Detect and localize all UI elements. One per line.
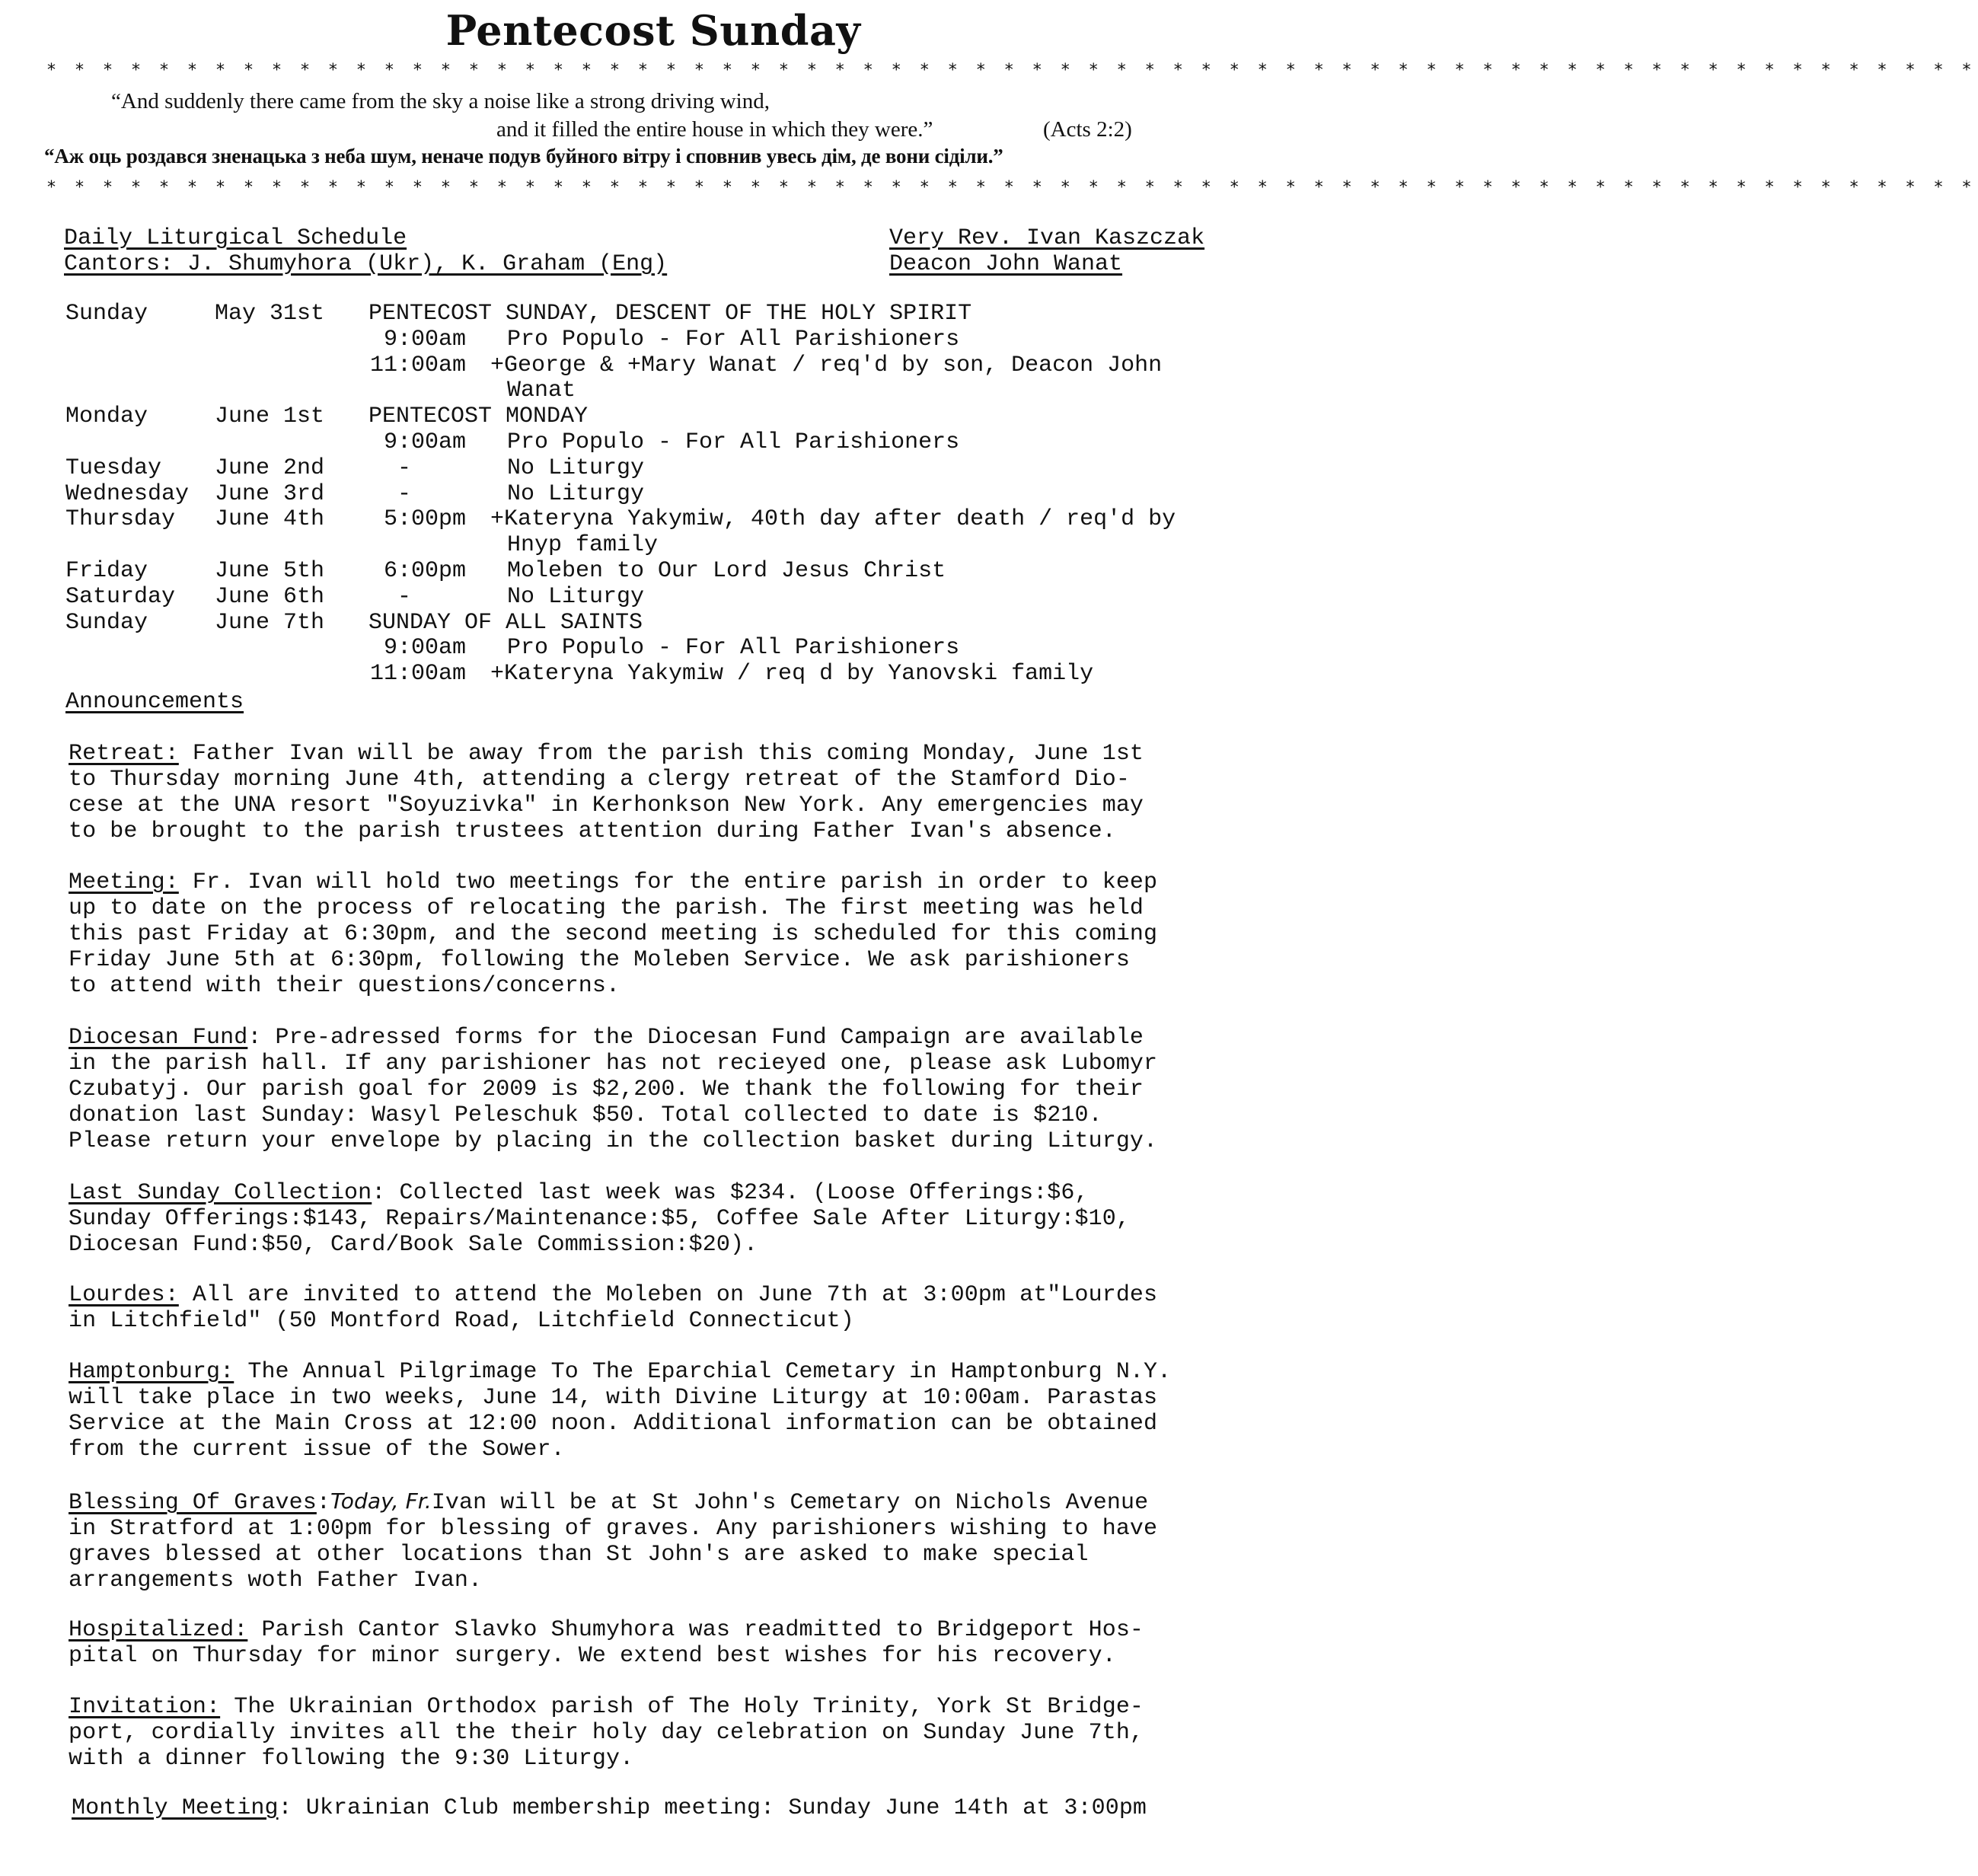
announcement-meeting	[69, 869, 1279, 999]
announcement-text: Fr. Ivan will hold two meetings for the entire parish in order to keep up to date on the process of relocating the parish. The first meeting was held this past Friday at 6:30pm, and the second meeting is scheduled for this coming Friday June 5th at 6:30pm, following the Moleben Service. We ask parishioners to attend with their questions/concerns.	[69, 869, 1158, 999]
schedule-row	[65, 533, 1284, 559]
schedule-date: May 31st	[215, 301, 325, 327]
announcement-diocesan-fund	[69, 1025, 1279, 1154]
schedule-row	[65, 611, 1284, 636]
schedule-date: June 2nd	[215, 455, 325, 481]
schedule-row	[65, 482, 1284, 508]
schedule-description: No Liturgy	[507, 480, 645, 507]
schedule-day: Saturday	[65, 583, 176, 610]
schedule-description: +Kateryna Yakymiw / req d by Yanovski family	[490, 661, 1094, 688]
schedule-description: Pro Populo - For All Parishioners	[507, 429, 960, 455]
schedule-time: 11:00am	[370, 661, 467, 688]
announcement-text: The Annual Pilgrimage To The Eparchial Cemetary in Hamptonburg N.Y. will take place in two weeks, June 14, with Divine Liturgy at 10:00am. Parastas Service at the Main Cross at 12:00 noon. Additional information can be obtained from the current issue of the Sower.	[69, 1359, 1172, 1463]
announcement-label: Last Sunday Collection	[69, 1180, 372, 1206]
star-divider-top: * * * * * * * * * * * * * * * * * * * * * * * * * * * * * * * * * * * * * * * * * * * * * * * * * * * * * * * * * * * * * * * * * * * * *	[47, 61, 1978, 80]
schedule-time: 5:00pm	[384, 506, 467, 533]
schedule-day: Sunday	[65, 609, 148, 636]
schedule-day: Sunday	[65, 301, 148, 327]
announcement-collection	[69, 1180, 1279, 1258]
quote-reference: (Acts 2:2)	[1043, 117, 1132, 142]
schedule-date: June 7th	[215, 609, 325, 636]
quote-ukrainian: “Аж оць роздався зненацька з неба шум, неначе подув буйного вітру і сповнив увесь дім, де вони сіділи.”	[44, 145, 1003, 168]
announcement-label-colon: :	[316, 1490, 330, 1516]
announcement-label: Hospitalized:	[69, 1617, 248, 1643]
schedule-continuation: Hnyp family	[507, 532, 659, 559]
announcement-text: Parish Cantor Slavko Shumyhora was readmitted to Bridgeport Hos- pital on Thursday for minor surgery. We extend best wishes for his recovery.	[69, 1617, 1144, 1669]
cantors: Cantors: J. Shumyhora (Ukr), K. Graham (Eng)	[64, 251, 668, 277]
handwritten-note: Today, Fr.	[330, 1488, 432, 1514]
announcement-label: Diocesan Fund	[69, 1025, 248, 1051]
page-title: Pentecost Sunday	[445, 6, 861, 55]
announcements-heading: Announcements	[65, 689, 244, 715]
schedule-row	[65, 430, 1284, 456]
announcement-label: Hamptonburg:	[69, 1359, 234, 1385]
schedule-description: +George & +Mary Wanat / req'd by son, Deacon John	[490, 352, 1163, 378]
schedule-day: Thursday	[65, 506, 176, 533]
schedule-row	[65, 353, 1284, 379]
schedule-description: +Kateryna Yakymiw, 40th day after death / req'd by	[490, 506, 1176, 533]
schedule-time: -	[397, 583, 412, 610]
announcement-text: Ivan will be at St John's Cemetary on Nichols Avenue in Stratford at 1:00pm for blessing of graves. Any parishioners wishing to have graves blessed at other locations than St John's are asked to make special arrangements woth Father Ivan.	[69, 1490, 1158, 1594]
schedule-time: 9:00am	[384, 326, 467, 353]
schedule-day: Tuesday	[65, 455, 162, 481]
announcement-text: : Pre-adressed forms for the Diocesan Fund Campaign are available in the parish hall. If any parishioner has not recieyed one, please ask Lubomyr Czubatyj. Our parish goal for 2009 is $2,200. We thank the following for their donation last Sunday: Wasyl Peleschuk $50. Total collected to date is $210. Please return your envelope by placing in the collection basket during Liturgy.	[69, 1025, 1158, 1154]
announcement-monthly-meeting	[72, 1795, 1282, 1821]
schedule-row	[65, 585, 1284, 611]
quote-english-line-1: “And suddenly there came from the sky a noise like a strong driving wind,	[111, 89, 770, 113]
schedule-time: 11:00am	[370, 352, 467, 378]
schedule-feast: PENTECOST SUNDAY, DESCENT OF THE HOLY SPIRIT	[368, 301, 972, 327]
schedule-header-right	[889, 225, 1204, 277]
schedule-row	[65, 456, 1284, 482]
schedule-feast: SUNDAY OF ALL SAINTS	[368, 609, 643, 636]
schedule-date: June 3rd	[215, 480, 325, 507]
schedule-row	[65, 636, 1284, 662]
schedule-time: -	[397, 455, 412, 481]
star-divider-bottom: * * * * * * * * * * * * * * * * * * * * * * * * * * * * * * * * * * * * * * * * * * * * * * * * * * * * * * * * * * * * * * * * * * * * *	[47, 178, 1978, 197]
announcement-invitation	[69, 1694, 1279, 1772]
schedule-time: 9:00am	[384, 429, 467, 455]
announcement-text: Father Ivan will be away from the parish this coming Monday, June 1st to Thursday morning June 4th, attending a clergy retreat of the Stamford Dio- cese at the UNA resort "Soyuzivka" in Kerhonkson New York. Any emergencies may to be brought to the parish trustees attention during Father Ivan's absence.	[69, 741, 1144, 844]
announcement-label: Blessing Of Graves	[69, 1490, 317, 1516]
liturgical-schedule	[65, 302, 1284, 688]
announcement-text: : Ukrainian Club membership meeting: Sunday June 14th at 3:00pm	[278, 1795, 1147, 1821]
deacon: Deacon John Wanat	[889, 251, 1123, 277]
schedule-row	[65, 404, 1284, 430]
schedule-description: Pro Populo - For All Parishioners	[507, 326, 960, 353]
announcement-retreat	[69, 741, 1279, 844]
schedule-description: No Liturgy	[507, 583, 645, 610]
schedule-description: Moleben to Our Lord Jesus Christ	[507, 557, 946, 584]
announcement-label: Invitation:	[69, 1694, 221, 1720]
schedule-row	[65, 559, 1284, 585]
schedule-date: June 5th	[215, 557, 325, 584]
schedule-date: June 4th	[215, 506, 325, 533]
schedule-continuation: Wanat	[507, 378, 576, 404]
schedule-time: 9:00am	[384, 635, 467, 662]
schedule-day: Wednesday	[65, 480, 190, 507]
schedule-header-left	[64, 225, 667, 277]
schedule-time: 6:00pm	[384, 557, 467, 584]
schedule-row	[65, 327, 1284, 353]
announcement-label: Meeting:	[69, 869, 179, 895]
pastor: Very Rev. Ivan Kaszczak	[889, 225, 1205, 251]
schedule-row	[65, 302, 1284, 327]
schedule-date: June 6th	[215, 583, 325, 610]
schedule-description: Pro Populo - For All Parishioners	[507, 635, 960, 662]
announcement-hamptonburg	[69, 1359, 1279, 1463]
schedule-feast: PENTECOST MONDAY	[368, 404, 589, 430]
schedule-heading: Daily Liturgical Schedule	[64, 225, 407, 251]
schedule-description: No Liturgy	[507, 455, 645, 481]
announcement-label: Monthly Meeting	[72, 1795, 279, 1821]
announcement-lourdes	[69, 1282, 1279, 1334]
schedule-time: -	[397, 480, 412, 507]
announcement-text: : Collected last week was $234. (Loose Offerings:$6, Sunday Offerings:$143, Repairs/Maintenance:$5, Coffee Sale After Liturgy:$10, Diocesan Fund:$50, Card/Book Sale Commission:$20).	[69, 1180, 1130, 1258]
announcement-hospitalized	[69, 1617, 1279, 1669]
announcement-label: Lourdes:	[69, 1282, 179, 1308]
announcement-label: Retreat:	[69, 741, 179, 767]
announcement-text: The Ukrainian Orthodox parish of The Holy Trinity, York St Bridge- port, cordially invites all the their holy day celebration on Sunday June 7th, with a dinner following the 9:30 Liturgy.	[69, 1694, 1144, 1772]
schedule-row	[65, 507, 1284, 533]
schedule-day: Friday	[65, 557, 148, 584]
schedule-row	[65, 662, 1284, 688]
schedule-date: June 1st	[215, 404, 325, 430]
quote-english-line-2: and it filled the entire house in which they were.”	[496, 117, 933, 142]
schedule-day: Monday	[65, 404, 148, 430]
announcement-text: All are invited to attend the Moleben on June 7th at 3:00pm at"Lourdes in Litchfield" (50 Montford Road, Litchfield Connecticut)	[69, 1282, 1158, 1334]
announcement-blessing-of-graves	[69, 1488, 1279, 1594]
schedule-row	[65, 378, 1284, 404]
